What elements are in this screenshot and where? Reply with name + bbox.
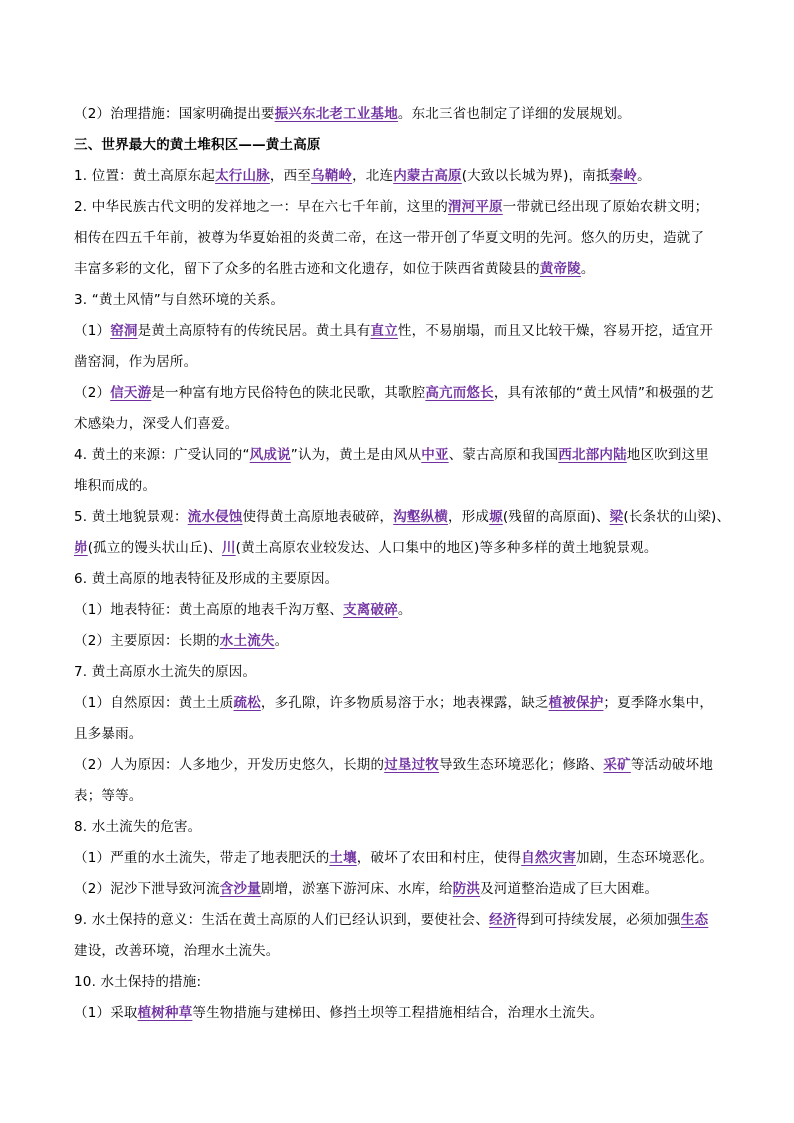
text-run: 表；等等。: [74, 788, 143, 804]
text-run: 是一种富有地方民俗特色的陕北民歌，其歌腔: [151, 385, 426, 401]
key-term: 采矿: [603, 757, 631, 773]
key-term: 太行山脉: [215, 168, 270, 184]
key-term: 振兴东北老工业基地: [274, 106, 398, 122]
text-run: 是黄土高原特有的传统民居。黄土具有: [137, 323, 371, 339]
text-line: [74, 688, 754, 719]
key-term: 峁: [74, 540, 88, 556]
key-term: 梁: [609, 509, 624, 525]
key-term: 植被保护: [548, 695, 604, 711]
key-term: 乌鞘岭: [311, 168, 353, 184]
key-term: 内蒙古高原: [393, 168, 462, 184]
text-run: 丰富多彩的文化，留下了众多的名胜古迹和文化遗存，如位于陕西省黄陵县的: [74, 261, 540, 277]
text-run: 4. 黄土的来源：广受认同的“: [74, 447, 250, 463]
text-line: [74, 564, 754, 595]
text-run: 术感染力，深受人们喜爱。: [74, 416, 239, 432]
text-run: （2）治理措施：国家明确提出要: [74, 106, 275, 122]
key-term: 流水侵蚀: [187, 509, 243, 525]
text-line: [74, 595, 754, 626]
text-run: 。: [637, 168, 651, 184]
text-run: 且多暴雨。: [74, 726, 143, 742]
text-run: ，西至: [269, 168, 311, 184]
text-line: [74, 998, 754, 1029]
text-line: [74, 781, 754, 812]
text-run: ，具有浓郁的“黄土风情”和极强的艺: [493, 385, 714, 401]
text-run: 剧增，淤塞下游河床、水库，给: [260, 881, 453, 897]
text-line: [74, 905, 754, 936]
key-term: 支离破碎: [343, 602, 398, 618]
text-run: 。: [274, 633, 289, 649]
section-heading: [74, 130, 754, 161]
text-run: 9. 水土保持的意义：生活在黄土高原的人们已经认识到，要使社会、: [74, 912, 490, 928]
text-line: [74, 502, 754, 533]
text-line: [74, 719, 754, 750]
text-run: 8. 水土流失的危害。: [74, 819, 202, 835]
text-run: 及河道整治造成了巨大困难。: [480, 881, 659, 897]
text-run: ”认为，黄土是由风从: [290, 447, 422, 463]
text-run: 三、世界最大的黄土堆积区——黄土高原: [74, 137, 321, 153]
text-run: 凿窑洞，作为居所。: [74, 354, 198, 370]
key-term: 窑洞: [110, 323, 138, 339]
key-term: 信天游: [110, 385, 152, 401]
text-run: (孤立的馒头状山丘)、: [87, 540, 222, 556]
text-run: 7. 黄土高原水土流失的原因。: [74, 664, 257, 680]
text-run: （1）: [74, 323, 111, 339]
text-line: [74, 533, 754, 564]
text-line: [74, 99, 754, 130]
key-term: 中亚: [421, 447, 449, 463]
text-run: ；夏季降水集中，: [603, 695, 714, 711]
text-run: 、蒙古高原和我国: [448, 447, 559, 463]
text-run: 10. 水土保持的措施:: [74, 974, 202, 990]
text-run: 1. 位置：黄土高原东起: [74, 168, 216, 184]
text-run: （1）严重的水土流失，带走了地表肥沃的: [74, 850, 330, 866]
text-line: [74, 874, 754, 905]
text-run: （1）地表特征：黄土高原的地表千沟万壑、: [74, 602, 344, 618]
key-term: 含沙量: [219, 881, 261, 897]
text-run: (长条状的山梁)、: [623, 509, 731, 525]
text-run: 使得黄土高原地表破碎，: [242, 509, 394, 525]
text-run: 。东北三省也制定了详细的发展规划。: [397, 106, 631, 122]
text-run: 3. “黄土风情”与自然环境的关系。: [74, 292, 285, 308]
text-line: [74, 750, 754, 781]
text-run: （2）主要原因：长期的: [74, 633, 220, 649]
key-term: 沟壑纵横: [393, 509, 448, 525]
key-term: 风成说: [249, 447, 291, 463]
key-term: 直立: [370, 323, 398, 339]
key-term: 植树种草: [137, 1005, 193, 1021]
key-term: 水土流失: [219, 633, 275, 649]
text-run: 堆积而成的。: [74, 478, 157, 494]
key-term: 生态: [680, 912, 709, 928]
text-line: [74, 316, 754, 347]
text-run: 地区吹到这里: [626, 447, 709, 463]
document-page: [74, 99, 754, 1029]
text-line: [74, 254, 754, 285]
key-term: 疏松: [233, 695, 261, 711]
key-term: 土壤: [329, 850, 357, 866]
key-term: 自然灾害: [521, 850, 577, 866]
text-run: （1）采取: [74, 1005, 138, 1021]
text-line: [74, 192, 754, 223]
text-run: 一带就已经出现了原始农耕文明；: [502, 199, 709, 215]
text-run: 性，不易崩塌，而且又比较干燥，容易开挖，适宜开: [397, 323, 714, 339]
text-run: （2）: [74, 385, 111, 401]
text-line: [74, 657, 754, 688]
text-line: [74, 347, 754, 378]
text-run: 得到可持续发展，必须加强: [516, 912, 681, 928]
text-run: (黄土高原农业较发达、人口集中的地区)等多种多样的黄土地貌景观。: [235, 540, 658, 556]
text-run: （2）人为原因：人多地少，开发历史悠久，长期的: [74, 757, 385, 773]
text-run: （2）泥沙下泄导致河流: [74, 881, 220, 897]
text-run: ，破坏了农田和村庄，使得: [356, 850, 522, 866]
text-run: 5. 黄土地貌景观：: [74, 509, 188, 525]
key-term: 西北部内陆: [558, 447, 627, 463]
text-line: [74, 285, 754, 316]
text-run: ，北连: [352, 168, 394, 184]
text-run: 建设，改善环境，治理水土流失。: [74, 943, 280, 959]
text-run: (大致以长城为界)，南抵: [461, 168, 610, 184]
text-line: [74, 378, 754, 409]
text-line: [74, 812, 754, 843]
text-run: 等活动破坏地: [630, 757, 714, 773]
key-term: 渭河平原: [447, 199, 503, 215]
text-line: [74, 223, 754, 254]
text-line: [74, 936, 754, 967]
text-run: （1）自然原因：黄土土质: [74, 695, 234, 711]
text-run: ，形成: [448, 509, 490, 525]
text-run: ，多孔隙，许多物质易溶于水；地表裸露，缺乏: [260, 695, 549, 711]
text-run: 导致生态环境恶化；修路、: [439, 757, 604, 773]
key-term: 秦岭: [609, 168, 638, 184]
key-term: 高亢而悠长: [425, 385, 494, 401]
text-run: 相传在四五千年前，被尊为华夏始祖的炎黄二帝，在这一带开创了华夏文明的先河。悠久的历史，造就了: [74, 230, 705, 246]
text-run: 。: [397, 602, 412, 618]
text-run: 6. 黄土高原的地表特征及形成的主要原因。: [74, 571, 339, 587]
text-line: [74, 626, 754, 657]
key-term: 防洪: [452, 881, 481, 897]
key-term: 塬: [489, 509, 503, 525]
text-line: [74, 161, 754, 192]
text-line: [74, 967, 754, 998]
text-line: [74, 409, 754, 440]
key-term: 黄帝陵: [539, 261, 581, 277]
text-line: [74, 843, 754, 874]
text-run: 等生物措施与建梯田、修挡土坝等工程措施相结合，治理水土流失。: [192, 1005, 604, 1021]
text-run: (残留的高原面)、: [502, 509, 610, 525]
key-term: 经济: [489, 912, 517, 928]
text-line: [74, 471, 754, 502]
text-run: 。: [580, 261, 595, 277]
text-run: 加剧，生态环境恶化。: [576, 850, 714, 866]
key-term: 川: [221, 540, 236, 556]
text-line: [74, 440, 754, 471]
key-term: 过垦过牧: [384, 757, 440, 773]
text-run: 2. 中华民族古代文明的发祥地之一：早在六七千年前，这里的: [74, 199, 448, 215]
